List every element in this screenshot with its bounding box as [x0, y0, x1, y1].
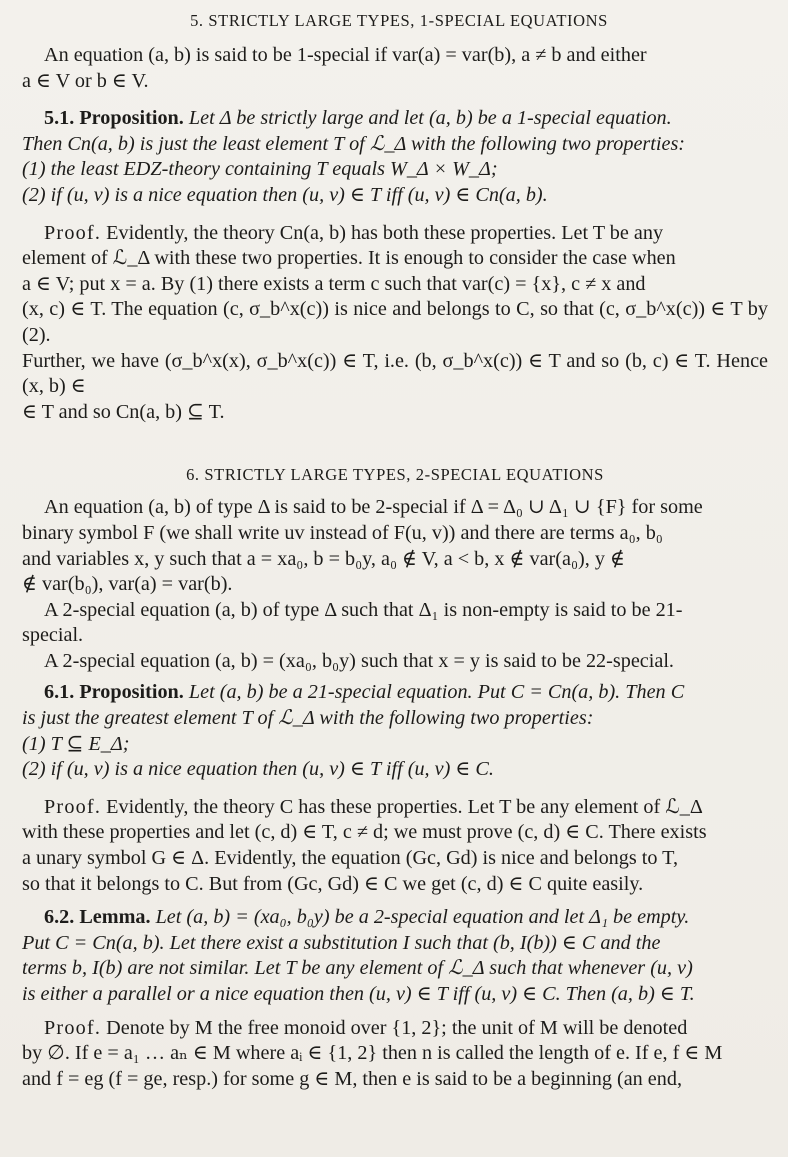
lemma-label: 6.2. Lemma. — [44, 906, 151, 929]
text-line: (1) T ⊆ E_Δ; — [22, 732, 130, 755]
text-line: with these properties and let (c, d) ∈ T, c ≠ d; we must prove (c, d) ∈ C. There exists — [22, 821, 707, 844]
definition-2-special — [22, 495, 768, 597]
text-line: terms b, I(b) are not similar. Let T be any element of ℒ_Δ such that whenever (u, v) — [22, 957, 693, 980]
text-line: (2) if (u, v) is a nice equation then (u, v) ∈ T iff (u, v) ∈ C. — [22, 758, 494, 781]
proof-6-1 — [22, 795, 768, 897]
text-line: so that it belongs to C. But from (Gc, Gd) ∈ C we get (c, d) ∈ C quite easily. — [22, 872, 644, 895]
text-line: by ∅. If e = a₁ … aₙ ∈ M where aᵢ ∈ {1, 2} then n is called the length of e. If e, f ∈ M — [22, 1042, 723, 1065]
text-line: An equation (a, b) of type Δ is said to be 2-special if Δ = Δ₀ ∪ Δ₁ ∪ {F} for some — [44, 496, 703, 519]
running-head: 5. STRICTLY LARGE TYPES, 1-SPECIAL EQUATIONS — [190, 11, 608, 30]
proof-label: Proof. — [44, 221, 102, 244]
text-line: a ∈ V or b ∈ V. — [22, 69, 149, 92]
section-title: 6. STRICTLY LARGE TYPES, 2-SPECIAL EQUATIONS — [186, 465, 604, 485]
proof-6-2 — [22, 1016, 768, 1093]
text-line: is just the greatest element T of ℒ_Δ with the following two properties: — [22, 707, 594, 730]
text-line: Put C = Cn(a, b). Let there exist a substitution I such that (b, I(b)) ∈ C and the — [22, 931, 661, 954]
proof-label: Proof. — [44, 795, 102, 818]
text-line: and f = eg (f = ge, resp.) for some g ∈ M, then e is said to be a beginning (an end, — [22, 1067, 682, 1090]
text-line: Further, we have (σ_b^x(x), σ_b^x(c)) ∈ T, i.e. (b, σ_b^x(c)) ∈ T and so (b, c) ∈ T. Hence (x, b) ∈ — [22, 349, 768, 398]
text-line: (2) if (u, v) is a nice equation then (u, v) ∈ T iff (u, v) ∈ Cn(a, b). — [22, 183, 548, 206]
text-line: special. — [22, 624, 84, 647]
text-line: ∉ var(b₀), var(a) = var(b). — [22, 573, 233, 596]
text-line: a ∈ V; put x = a. By (1) there exists a term c such that var(c) = {x}, c ≠ x and — [22, 272, 646, 295]
text-line: Then Cn(a, b) is just the least element T of ℒ_Δ with the following two properties: — [22, 132, 686, 155]
proposition-5-1 — [22, 106, 768, 208]
text-line: is either a parallel or a nice equation then (u, v) ∈ T iff (u, v) ∈ C. Then (a, b) ∈ T. — [22, 983, 695, 1005]
text-line: A 2-special equation (a, b) of type Δ such that Δ₁ is non-empty is said to be 21- — [44, 598, 683, 621]
text-line: a unary symbol G ∈ Δ. Evidently, the equation (Gc, Gd) is nice and belongs to T, — [22, 847, 679, 870]
text-line: and variables x, y such that a = xa₀, b = b₀y, a₀ ∉ V, a < b, x ∉ var(a₀), y ∉ — [22, 547, 625, 570]
text-line: Let (a, b) be a 21-special equation. Put C = Cn(a, b). Then C — [188, 681, 685, 704]
text-line: binary symbol F (we shall write uv instead of F(u, v)) and there are terms a₀, b₀ — [22, 521, 663, 544]
definition-21-special — [22, 598, 768, 649]
proposition-label: 6.1. Proposition. — [44, 681, 184, 704]
text-line: An equation (a, b) is said to be 1-special if var(a) = var(b), a ≠ b and either — [44, 44, 647, 66]
text-line: element of ℒ_Δ with these two properties. It is enough to consider the case when — [22, 247, 676, 270]
text-line: (1) the least EDZ-theory containing T equals W_Δ × W_Δ; — [22, 158, 498, 181]
proposition-6-1 — [22, 680, 768, 782]
text-line: A 2-special equation (a, b) = (xa₀, b₀y) such that x = y is said to be 22-special. — [44, 649, 674, 672]
text-line: ∈ T and so Cn(a, b) ⊆ T. — [22, 400, 225, 423]
text-line: Let Δ be strictly large and let (a, b) be a 1-special equation. — [188, 107, 672, 130]
definition-22-special — [22, 649, 768, 675]
text-line: Evidently, the theory C has these properties. Let T be any element of ℒ_Δ — [106, 795, 703, 818]
proof-label: Proof. — [44, 1016, 102, 1039]
proposition-label: 5.1. Proposition. — [44, 107, 184, 130]
proof-5-1 — [22, 221, 768, 426]
lemma-6-2 — [22, 905, 768, 1007]
text-line: Denote by M the free monoid over {1, 2}; the unit of M will be denoted — [106, 1016, 688, 1039]
definition-1-special — [22, 43, 768, 94]
text-line: Let (a, b) = (xa₀, b₀y) be a 2-special equation and let Δ₁ be empty. — [155, 906, 690, 929]
text-line: (x, c) ∈ T. The equation (c, σ_b^x(c)) is nice and belongs to C, so that (c, σ_b^x(c)) ∈ T by (2). — [22, 298, 768, 346]
text-line: Evidently, the theory Cn(a, b) has both these properties. Let T be any — [106, 221, 664, 244]
